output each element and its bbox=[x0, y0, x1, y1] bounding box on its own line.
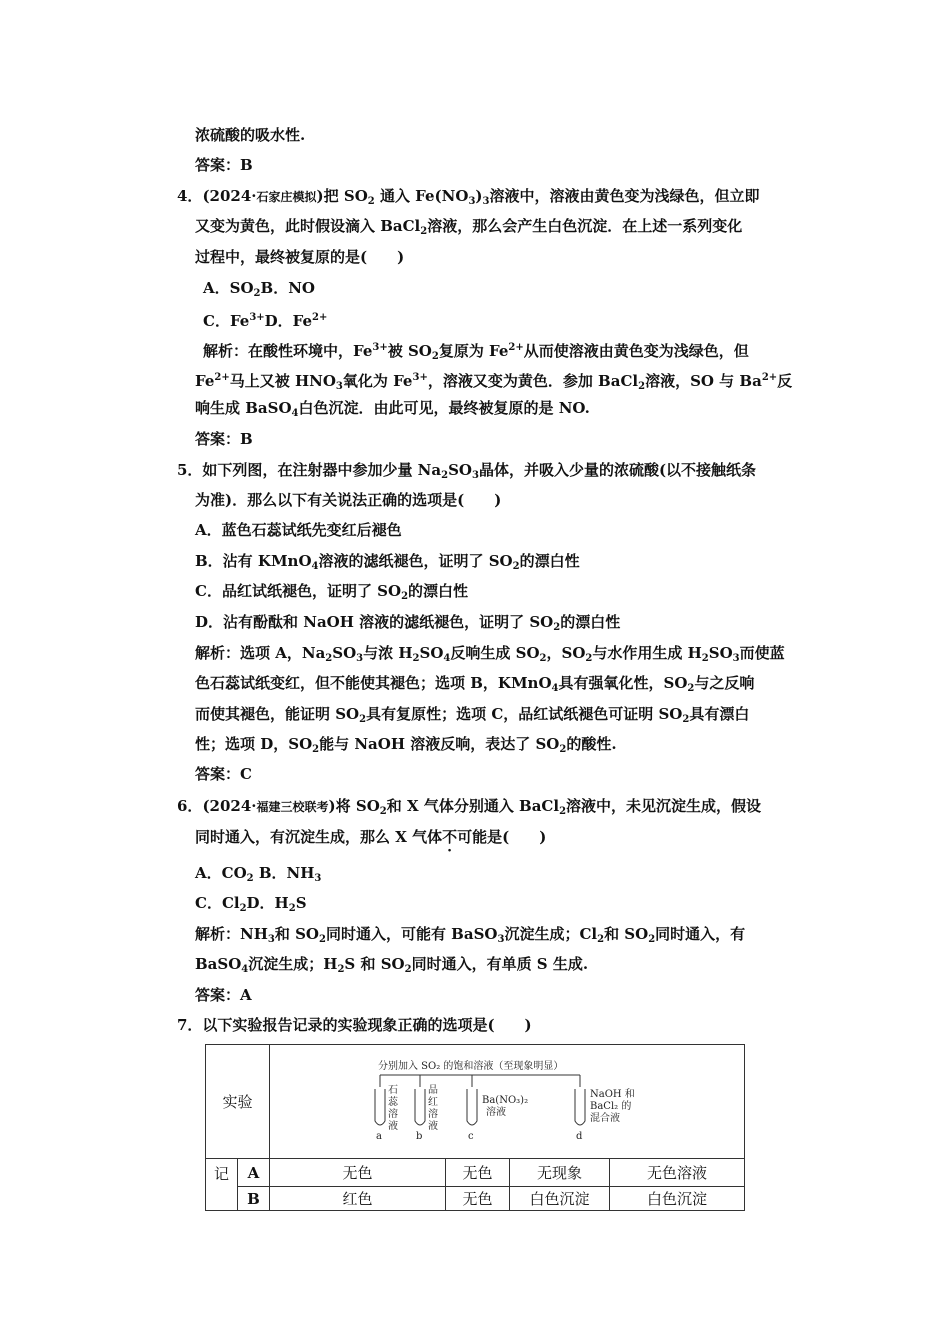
question-6: 6．(2024·福建三校联考)将 $SO_2$和 X 气体分别通入 BaCl$_2$溶液中，未见沉淀生成，假设 bbox=[177, 797, 762, 817]
table-cell: 无色 bbox=[446, 1159, 510, 1187]
table-cell: 无色溶液 bbox=[610, 1159, 744, 1187]
diagram-cell bbox=[270, 1045, 744, 1159]
table-row-label: B bbox=[238, 1187, 270, 1210]
tube-c bbox=[467, 1089, 477, 1125]
svg-text:BaCl₂ 的: BaCl₂ 的 bbox=[590, 1101, 632, 1112]
svg-text:NaOH 和: NaOH 和 bbox=[590, 1089, 635, 1100]
answer-line: 答案：A bbox=[195, 986, 252, 1004]
svg-text:溶液: 溶液 bbox=[486, 1107, 506, 1118]
option-line: B．沾有 KMnO$_4$溶液的滤纸褪色，证明了 $SO_2$的漂白性 bbox=[195, 552, 580, 572]
analysis-line: 解析：$NH_3$和 $SO_2$同时通入，可能有 BaSO$_3$沉淀生成；$Cl_2$和 $SO_2$同时通入，有 bbox=[195, 925, 746, 945]
table-cell: 无现象 bbox=[510, 1159, 610, 1187]
option-line: C．$Cl_2D$．$H_2S$ bbox=[195, 894, 307, 914]
text-line: 同时通入，有沉淀生成，那么 X 气体不可能是( ) bbox=[195, 828, 547, 846]
svg-text:Ba(NO₃)₂: Ba(NO₃)₂ bbox=[482, 1095, 529, 1106]
table-header-label: 实验 bbox=[206, 1045, 270, 1159]
svg-text:c: c bbox=[468, 1131, 474, 1142]
option-line: C．$Fe^{3+}D$．$Fe^{2+}$ bbox=[203, 312, 328, 330]
table-cell: 白色沉淀 bbox=[646, 1190, 707, 1208]
analysis-line: 性；选项 D，$SO_2$能与 NaOH 溶液反响，表达了 $SO_2$的酸性. bbox=[195, 735, 617, 755]
table-cell: 无色 bbox=[270, 1159, 446, 1187]
analysis-line: BaSO$_4$沉淀生成；$H_2S$ 和 $SO_2$同时通入，有单质 S 生成. bbox=[195, 955, 589, 975]
option-line: A．$SO_2B$．NO bbox=[203, 279, 315, 299]
svg-text:a: a bbox=[376, 1131, 382, 1142]
table-row-label: A bbox=[238, 1159, 270, 1187]
analysis-line: 响生成 BaSO$_4$白色沉淀．由此可见，最终被复原的是 NO. bbox=[195, 399, 590, 419]
svg-text:b: b bbox=[416, 1131, 423, 1142]
tube-b bbox=[415, 1089, 425, 1125]
analysis-line: 解析：选项 A，$Na_2SO_3$与浓 $H_2SO_4$反响生成 $SO_2$，$SO_2$与水作用生成 $H_2SO_3$而使蓝 bbox=[195, 644, 785, 664]
answer-line: 答案：B bbox=[195, 430, 253, 448]
row-group-label: 记 bbox=[206, 1159, 238, 1187]
diagram-top-note: 分别加入 SO₂ 的饱和溶液（至现象明显） bbox=[378, 1061, 564, 1072]
tube-a bbox=[375, 1089, 385, 1125]
question-5: 5．如下列图，在注射器中参加少量 $Na_2SO_3$晶体，并吸入少量的浓硫酸(以不接触纸条 bbox=[177, 461, 757, 481]
answer-line: 答案：B bbox=[195, 156, 253, 174]
svg-text:蕊: 蕊 bbox=[388, 1097, 398, 1108]
svg-text:溶: 溶 bbox=[388, 1109, 398, 1120]
option-line: A．蓝色石蕊试纸先变红后褪色 bbox=[195, 521, 402, 539]
text-line: 浓硫酸的吸水性. bbox=[195, 126, 306, 144]
svg-text:石: 石 bbox=[388, 1085, 398, 1096]
svg-text:品: 品 bbox=[428, 1085, 438, 1096]
text-line: 又变为黄色，此时假设滴入 BaCl$_2$溶液，那么会产生白色沉淀．在上述一系列变化 bbox=[195, 217, 743, 237]
analysis-line: 而使其褪色，能证明 $SO_2$具有复原性；选项 C，品红试纸褪色可证明 $SO_2$具有漂白 bbox=[195, 705, 750, 725]
svg-text:d: d bbox=[576, 1131, 583, 1142]
table-cell: 红色 bbox=[270, 1187, 446, 1210]
analysis-line: 色石蕊试纸变红，但不能使其褪色；选项 B，KMnO$_4$具有强氧化性，$SO_2$与之反响 bbox=[195, 674, 755, 694]
analysis-line: $Fe^{2+}$马上又被 $HNO_3$氧化为 $Fe^{3+}$，溶液又变为黄色．参加 BaCl$_2$溶液，SO 与 $Ba^{2+}$反 bbox=[195, 372, 793, 392]
analysis-line: 解析：在酸性环境中，$Fe^{3+}$被 $SO_2$复原为 $Fe^{2+}$从而使溶液由黄色变为浅绿色，但 bbox=[203, 342, 749, 362]
svg-text:液: 液 bbox=[388, 1121, 398, 1132]
tube-d bbox=[575, 1089, 585, 1125]
test-tube-diagram bbox=[270, 1045, 744, 1159]
svg-text:液: 液 bbox=[428, 1121, 438, 1132]
answer-line: 答案：C bbox=[195, 765, 252, 783]
svg-text:溶: 溶 bbox=[428, 1109, 438, 1120]
text-line: 为准)．那么以下有关说法正确的选项是( ) bbox=[195, 491, 502, 509]
option-line: D．沾有酚酞和 NaOH 溶液的滤纸褪色，证明了 $SO_2$的漂白性 bbox=[195, 613, 621, 633]
svg-text:红: 红 bbox=[428, 1097, 438, 1108]
table-cell: 白色沉淀 bbox=[510, 1187, 610, 1210]
row-group-blank bbox=[206, 1187, 238, 1210]
experiment-table bbox=[205, 1044, 745, 1211]
question-4: 4．(2024·石家庄模拟)把 $SO_2$ 通入 $Fe(NO_3)_3$溶液中，溶液由黄色变为浅绿色，但立即 bbox=[177, 187, 760, 207]
option-line: A．$CO_2$ B．$NH_3$ bbox=[195, 864, 322, 884]
table-cell: 无色 bbox=[446, 1187, 510, 1210]
svg-text:混合液: 混合液 bbox=[590, 1113, 620, 1124]
question-7: 7．以下实验报告记录的实验现象正确的选项是( ) bbox=[177, 1016, 532, 1034]
text-line: 过程中，最终被复原的是( ) bbox=[195, 248, 405, 266]
option-line: C．品红试纸褪色，证明了 $SO_2$的漂白性 bbox=[195, 582, 469, 602]
